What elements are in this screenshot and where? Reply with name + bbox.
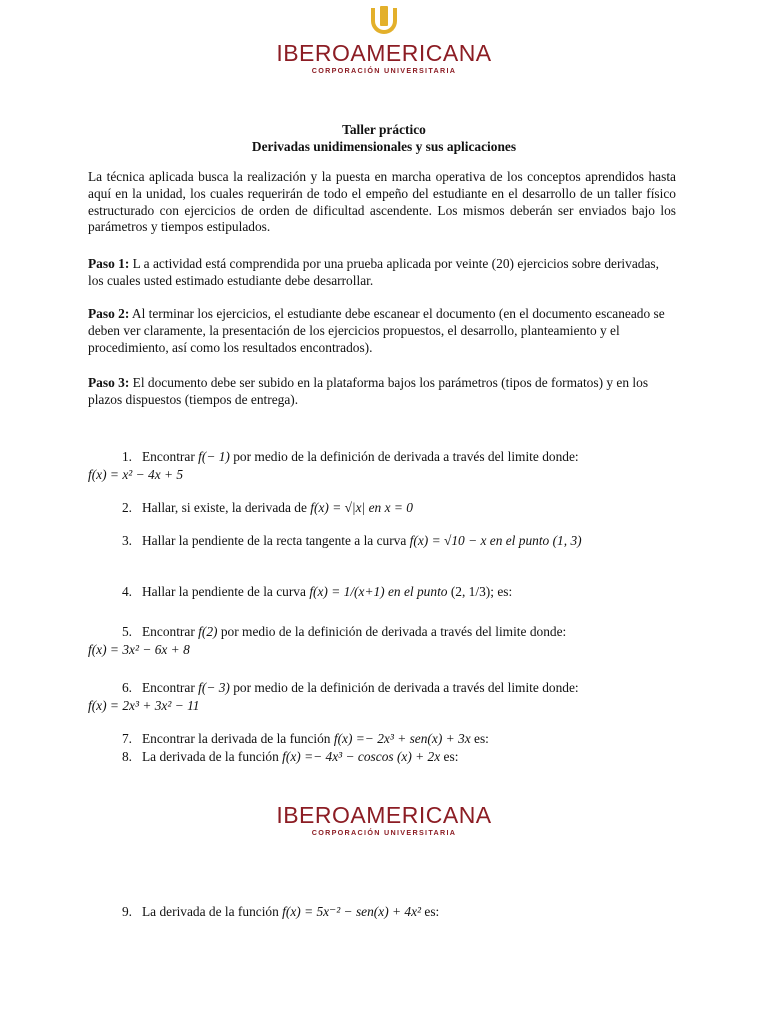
exercise-text: Encontrar <box>142 680 199 695</box>
exercise-3 <box>88 532 582 549</box>
exercise-7 <box>88 730 489 747</box>
exercise-math: f(x) = √|x| en x = 0 <box>310 500 413 515</box>
paso-1-text: L a actividad está comprendida por una prueba aplicada por veinte (20) ejercicios sobre derivadas, los cuales usted estimado estudiante debe desarrollar. <box>88 256 659 288</box>
exercise-8 <box>88 748 458 765</box>
paso-3-text: El documento debe ser subido en la plataforma bajos los parámetros (tipos de formatos) y en los plazos dispuestos (tiempos de entrega). <box>88 375 649 407</box>
exercise-number: 6. <box>121 680 132 695</box>
exercise-number: 3. <box>121 533 132 548</box>
document-subtitle: Derivadas unidimensionales y sus aplicaciones <box>251 139 517 154</box>
logo-name: IBEROAMERICANA <box>276 802 492 828</box>
exercise-number: 4. <box>121 584 132 599</box>
exercise-text: Hallar la pendiente de la recta tangente a la curva <box>142 533 410 548</box>
exercise-math: f(− 1) <box>198 449 230 464</box>
exercise-number: 9. <box>121 904 132 919</box>
logo-name: IBEROAMERICANA <box>276 40 492 66</box>
paso-2-text: Al terminar los ejercicios, el estudiante debe escanear el documento (en el documento escaneado se deben ver claramente, la presentación de los ejercicios propuestos, el desarrollo, planteamiento y el procedimiento, así como los resultados encontrados). <box>88 306 665 355</box>
exercise-text: Hallar la pendiente de la curva <box>142 584 310 599</box>
exercise-5-formula <box>88 641 190 658</box>
exercise-text: Encontrar <box>142 624 199 639</box>
exercise-text: La derivada de la función <box>142 749 283 764</box>
exercise-math: f(2) <box>198 624 218 639</box>
paso-1-label: Paso 1: <box>88 256 130 271</box>
exercise-math: f(− 3) <box>198 680 230 695</box>
paso-2 <box>88 306 676 356</box>
exercise-text: Encontrar <box>142 449 199 464</box>
exercise-text-2: (2, 1/3); es: <box>447 584 513 599</box>
document-title: Taller práctico <box>342 122 426 137</box>
exercise-text-2: por medio de la definición de derivada a través del limite donde: <box>217 624 567 639</box>
exercise-5 <box>88 623 566 640</box>
exercise-4 <box>88 583 512 600</box>
university-crest-icon <box>369 8 399 38</box>
exercise-text-2: es: <box>470 731 489 746</box>
exercise-math: f(x) =− 2x³ + sen(x) + 3x <box>333 731 471 746</box>
logo-subtitle: CORPORACIÓN UNIVERSITARIA <box>311 66 457 75</box>
paso-2-label: Paso 2: <box>88 306 130 321</box>
exercise-math: f(x) = 5x⁻² − sen(x) + 4x² <box>282 904 422 919</box>
exercise-text: Encontrar la derivada de la función <box>142 731 334 746</box>
exercise-1-formula <box>88 466 183 483</box>
exercise-text: La derivada de la función <box>142 904 283 919</box>
exercise-text: Hallar, si existe, la derivada de <box>142 500 311 515</box>
exercise-number: 8. <box>121 749 132 764</box>
paso-3 <box>88 375 676 409</box>
logo-subtitle: CORPORACIÓN UNIVERSITARIA <box>311 828 457 837</box>
exercise-math: f(x) = √10 − x en el punto (1, 3) <box>409 533 582 548</box>
exercise-6-formula <box>88 697 199 714</box>
paso-1 <box>88 256 676 290</box>
paso-3-label: Paso 3: <box>88 375 130 390</box>
exercise-text-2: por medio de la definición de derivada a través del limite donde: <box>229 449 579 464</box>
exercise-number: 2. <box>121 500 132 515</box>
exercise-1 <box>88 448 579 465</box>
logo-page-2 <box>242 770 526 844</box>
intro-paragraph: La técnica aplicada busca la realización y la puesta en marcha operativa de los conceptos aprendidos hasta aquí en la unidad, los cuales requerirán de todo el empeño del estudiante en el desarrollo de un taller físico estructurado con ejercicios de orden de dificultad ascendente. Los mismos deberán ser enviados bajo los parámetros y tiempos estipulados. <box>88 169 676 235</box>
exercise-number: 5. <box>121 624 132 639</box>
exercise-math: f(x) =− 4x³ − coscos (x) + 2x <box>282 749 441 764</box>
exercise-6 <box>88 679 579 696</box>
exercise-2 <box>88 499 413 516</box>
logo-header <box>242 8 526 82</box>
formula-text: f(x) = 3x² − 6x + 8 <box>88 642 190 657</box>
exercise-number: 7. <box>121 731 132 746</box>
exercise-text-2: es: <box>421 904 440 919</box>
formula-text: f(x) = 2x³ + 3x² − 11 <box>88 698 200 713</box>
exercise-text-2: por medio de la definición de derivada a través del limite donde: <box>229 680 579 695</box>
exercise-number: 1. <box>121 449 132 464</box>
exercise-9 <box>88 903 439 920</box>
exercise-math: f(x) = 1/(x+1) en el punto <box>309 584 448 599</box>
formula-text: f(x) = x² − 4x + 5 <box>88 467 184 482</box>
exercise-text-2: es: <box>440 749 459 764</box>
